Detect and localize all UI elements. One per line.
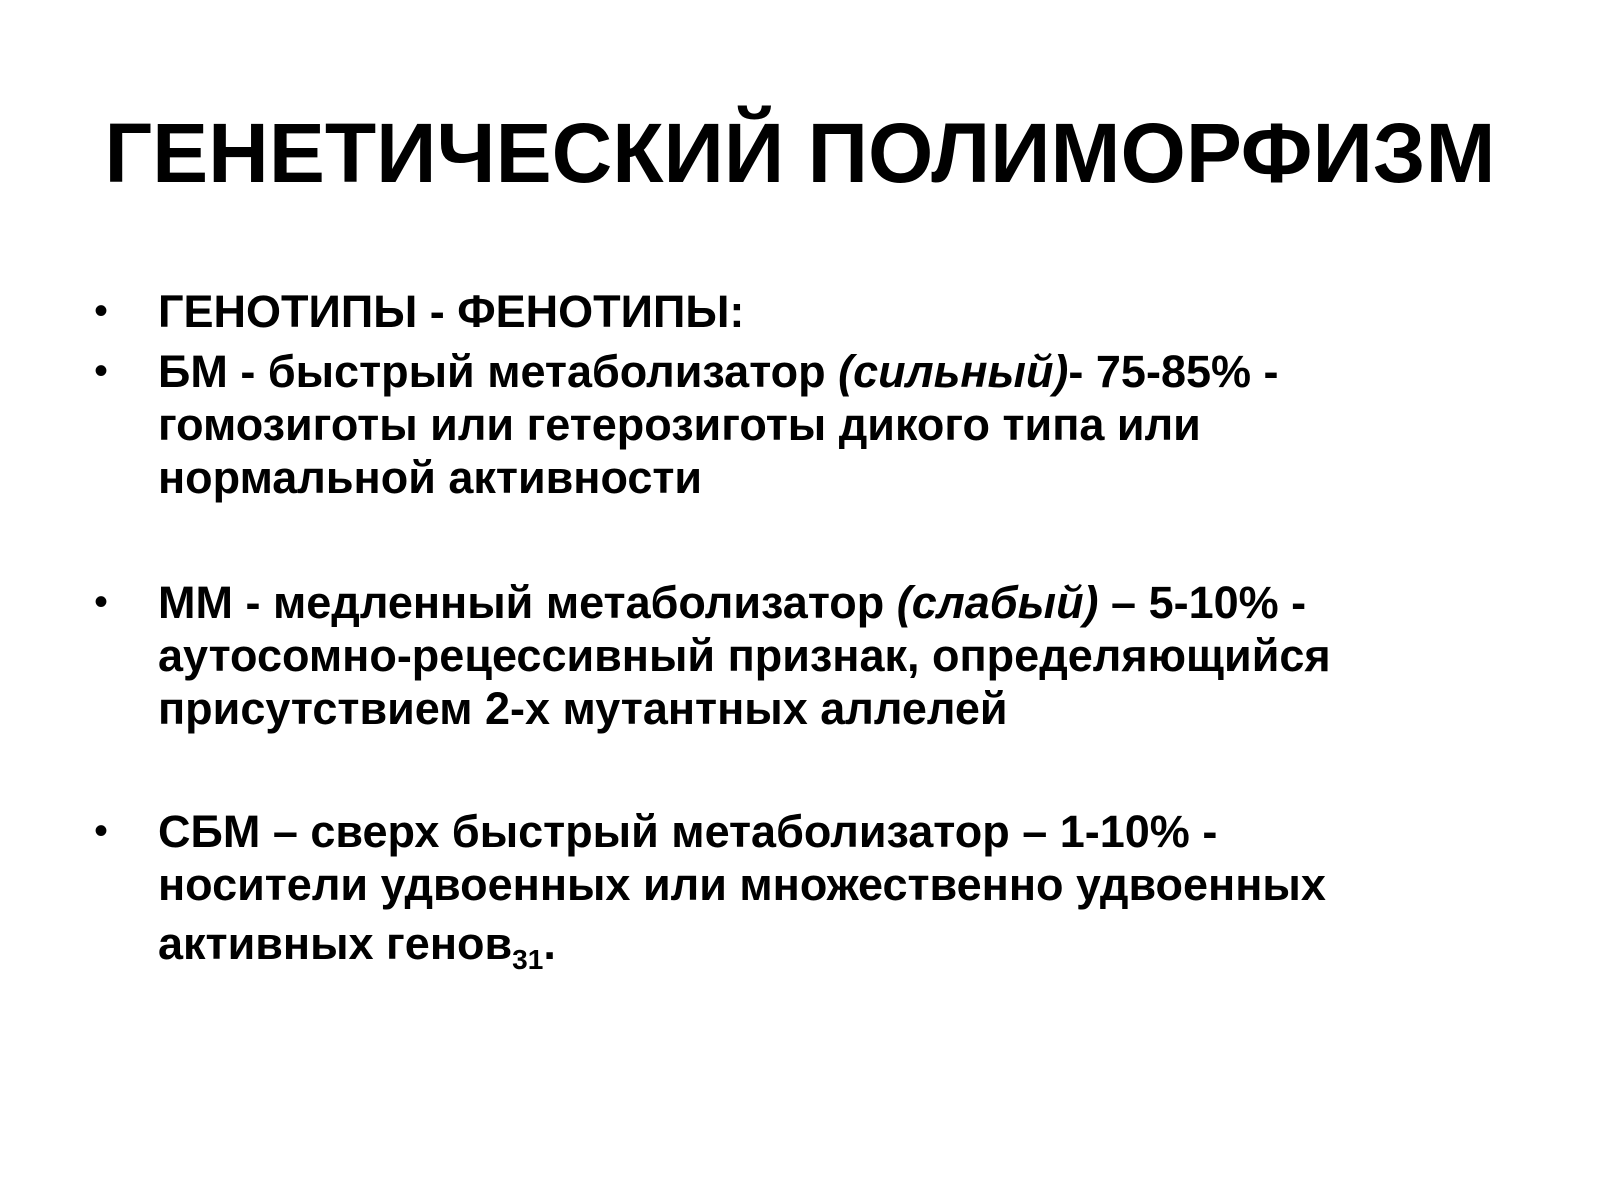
list-item-percent: – 5-10% - (1098, 577, 1307, 628)
footnote-reference: 31 (512, 944, 544, 975)
list-item-line: СБМ – сверх быстрый метаболизатор – 1-10% - (158, 806, 1218, 857)
list-item-line: аутосомно-рецессивный признак, определяющийся (158, 630, 1331, 681)
list-item-line: присутствием 2-х мутантных аллелей (158, 683, 1008, 734)
list-item-text-main: активных генов (158, 918, 513, 969)
list-item-period: . (543, 918, 556, 969)
list-item-term: БМ - быстрый метаболизатор (158, 346, 839, 397)
list-item-line: ГЕНОТИПЫ - ФЕНОТИПЫ: (158, 286, 745, 337)
bullet-icon: • (94, 809, 109, 853)
bullet-icon: • (94, 580, 109, 624)
list-item-text (158, 285, 1558, 338)
list-item-line (158, 576, 1558, 629)
list-item-italic: (сильный) (838, 346, 1069, 397)
list-item-line (158, 345, 1558, 398)
list-item-italic: (слабый) (896, 577, 1099, 628)
list-item-line: нормальной активности (158, 452, 703, 503)
list-item-line: гомозиготы или гетерозиготы дикого типа или (158, 399, 1201, 450)
list-item-text (158, 576, 1558, 735)
slide-title: ГЕНЕТИЧЕСКИЙ ПОЛИМОРФИЗМ (104, 106, 1496, 200)
list-item-text (158, 345, 1558, 504)
list-item-line: носители удвоенных или множественно удвоенных (158, 859, 1326, 910)
bullet-icon: • (94, 349, 109, 393)
list-item-text (158, 805, 1558, 975)
list-item-percent: - 75-85% - (1068, 346, 1279, 397)
list-item-term: ММ - медленный метаболизатор (158, 577, 897, 628)
list-item-line (158, 917, 1558, 975)
bullet-icon: • (94, 289, 109, 333)
